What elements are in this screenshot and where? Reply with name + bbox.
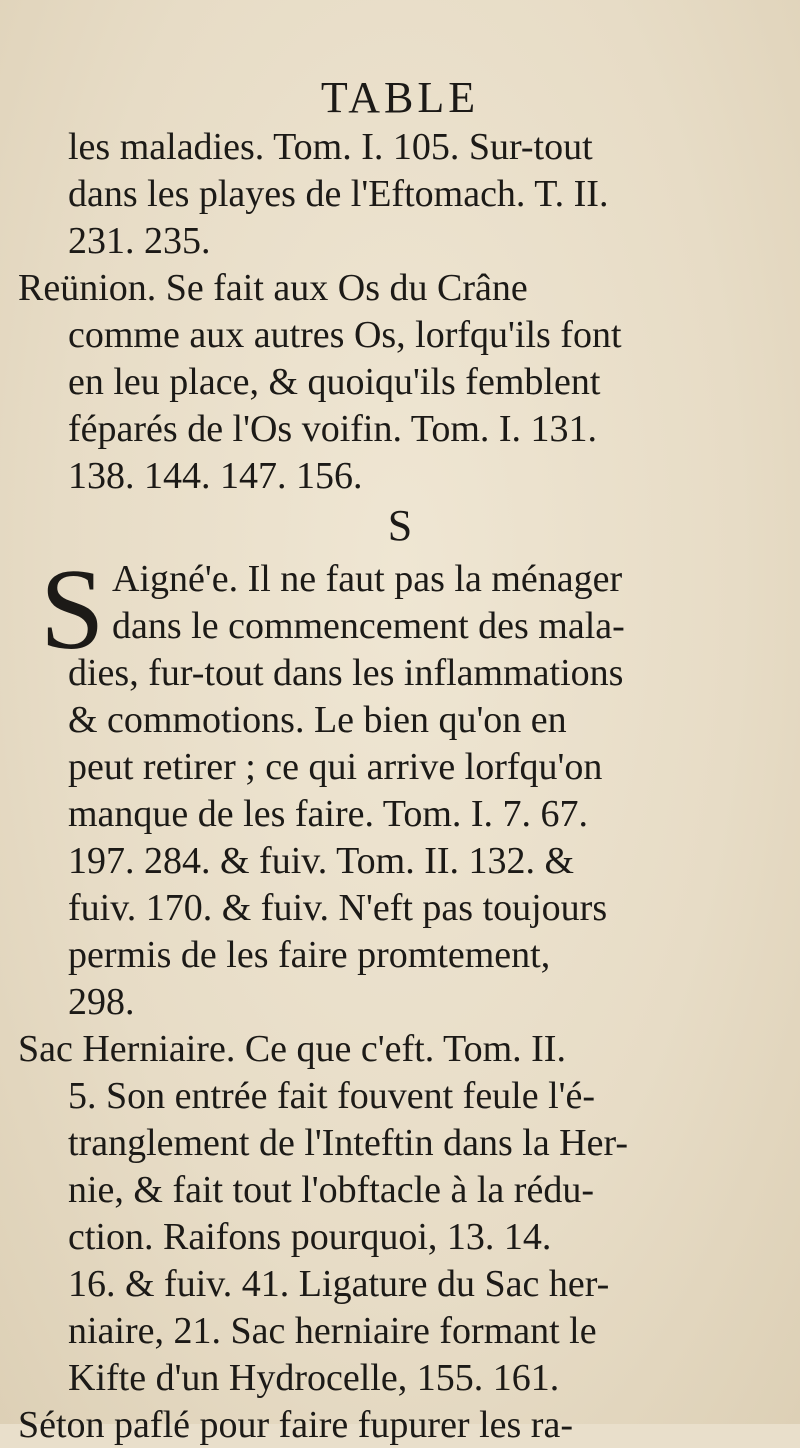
text-line: 298. — [68, 981, 135, 1023]
entry-seton: Séton paflé pour faire fupurer les ra- — [18, 1404, 573, 1446]
text-line: nie, & fait tout l'obftacle à la rédu- — [68, 1169, 594, 1211]
running-head: TABLE — [320, 73, 480, 122]
text-line: 5. Son entrée fait fouvent feule l'é- — [68, 1075, 596, 1117]
text-line: dies, fur-tout dans les inflammations — [68, 652, 624, 694]
text-line: fuiv. 170. & fuiv. N'eft pas toujours — [68, 887, 608, 929]
text-line: les maladies. Tom. I. 105. Sur-tout — [68, 126, 593, 168]
text-line: ction. Raifons pourquoi, 13. 14. — [68, 1216, 552, 1258]
entry-saignee: Aigné'e. Il ne faut pas la ménager — [112, 558, 623, 600]
text-line: dans le commencement des mala- — [112, 605, 625, 647]
drop-cap: S — [40, 546, 105, 674]
text-line: peut retirer ; ce qui arrive lorfqu'on — [68, 746, 603, 788]
text-line: dans les playes de l'Eftomach. T. II. — [68, 173, 609, 215]
text-line: en leu place, & quoiqu'ils femblent — [68, 361, 601, 403]
text-line: féparés de l'Os voifin. Tom. I. 131. — [68, 408, 598, 450]
text-line: comme aux autres Os, lorfqu'ils font — [68, 314, 622, 356]
text-line: 197. 284. & fuiv. Tom. II. 132. & — [68, 840, 575, 882]
text-line: 138. 144. 147. 156. — [68, 455, 363, 497]
section-letter: S — [387, 501, 413, 550]
entry-sac-herniaire: Sac Herniaire. Ce que c'eft. Tom. II. — [18, 1028, 566, 1070]
text-line: manque de les faire. Tom. I. 7. 67. — [68, 793, 589, 835]
entry-reunion: Reünion. Se fait aux Os du Crâne — [18, 267, 528, 309]
text-line: tranglement de l'Inteftin dans la Her- — [68, 1122, 629, 1164]
text-line: & commotions. Le bien qu'on en — [68, 699, 567, 741]
text-line: niaire, 21. Sac herniaire formant le — [68, 1310, 597, 1352]
text-line: 16. & fuiv. 41. Ligature du Sac her- — [68, 1263, 610, 1305]
text-line: permis de les faire promtement, — [68, 934, 551, 976]
text-line: Kifte d'un Hydrocelle, 155. 161. — [68, 1357, 560, 1399]
text-line: 231. 235. — [68, 220, 211, 262]
